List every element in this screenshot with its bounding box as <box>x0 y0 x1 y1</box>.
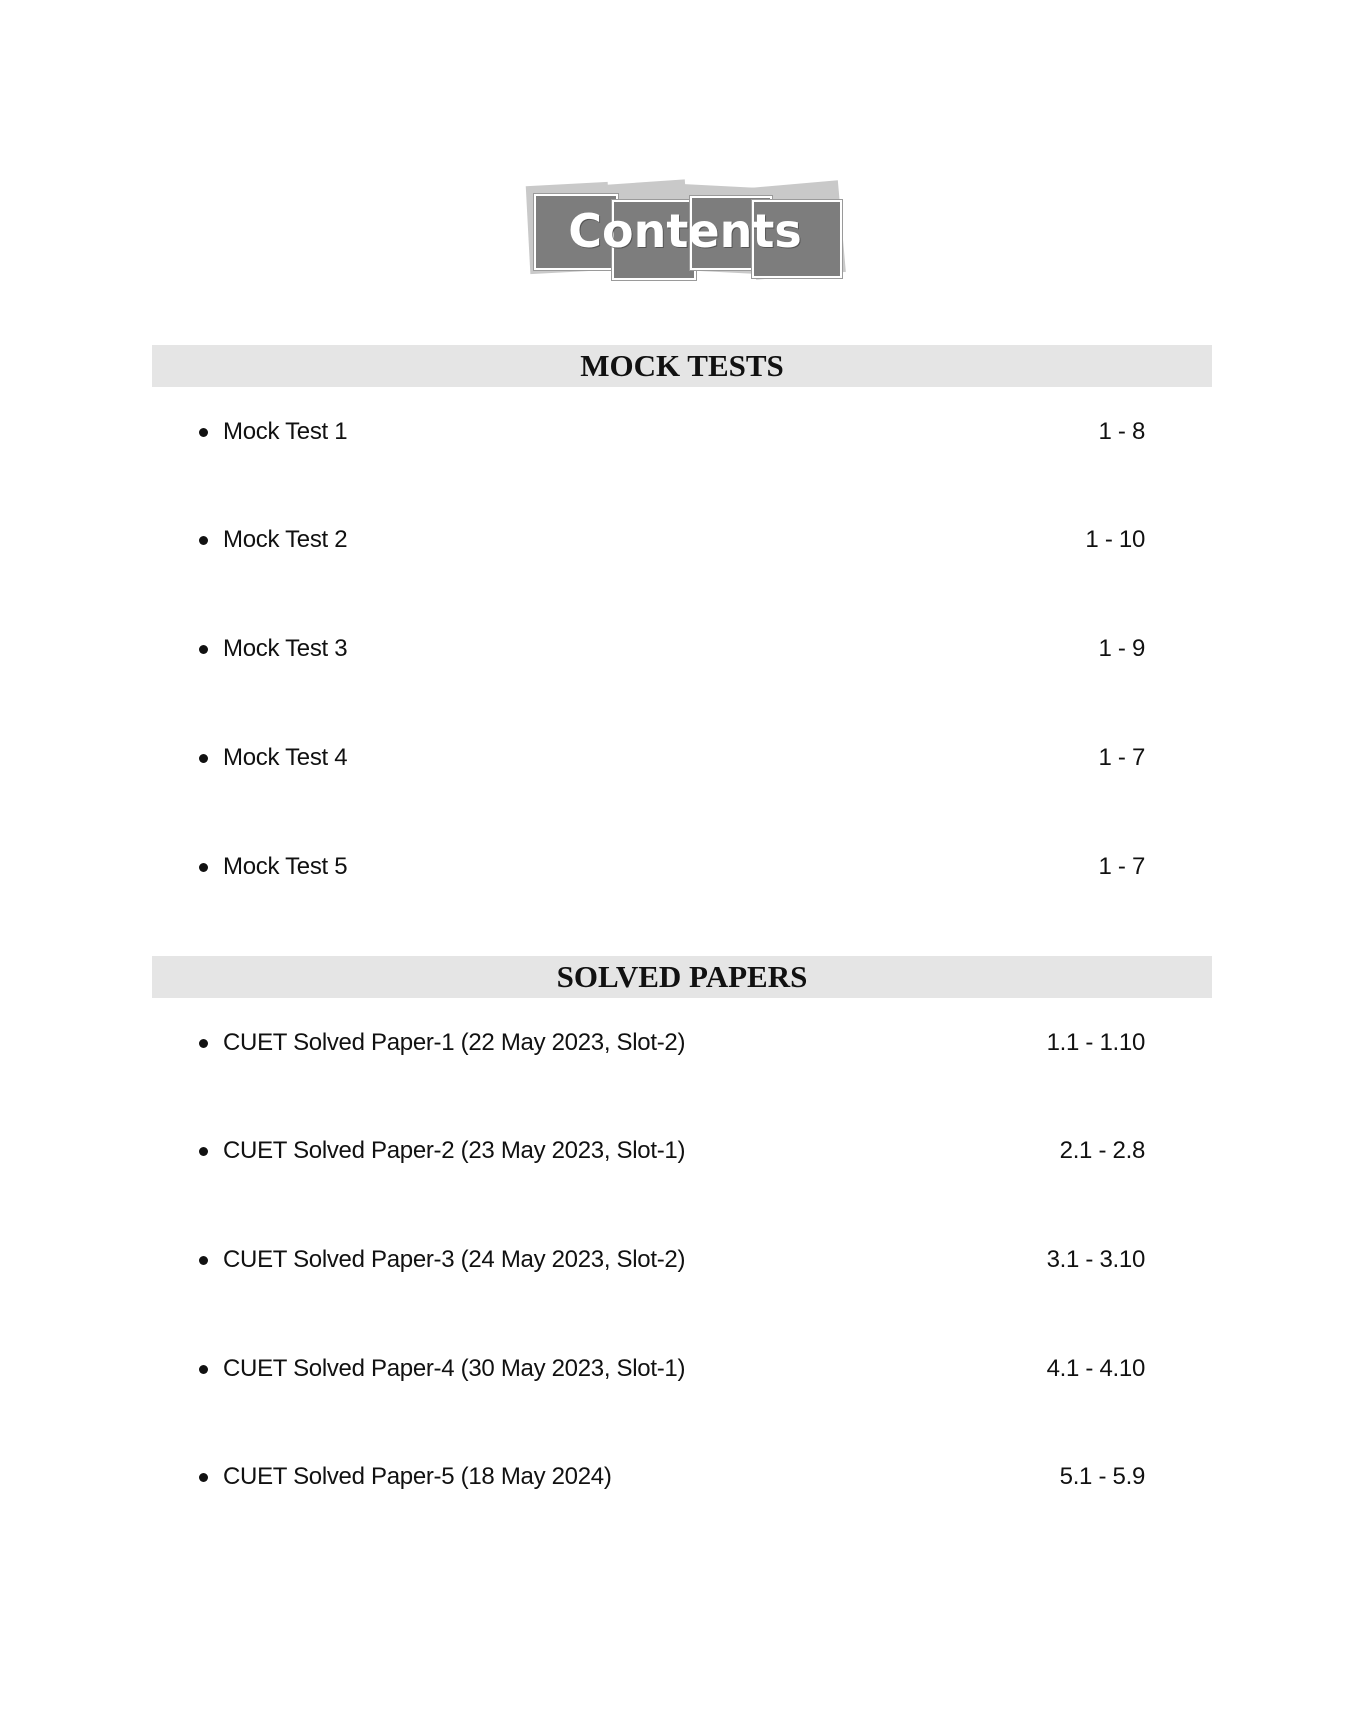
contents-title: Contents <box>568 204 802 258</box>
toc-entry-pages: 5.1 - 5.9 <box>1059 1463 1145 1490</box>
toc-entry-pages: 1 - 7 <box>1098 744 1145 771</box>
toc-entry[interactable] <box>195 1460 1145 1494</box>
toc-entry-label: Mock Test 4 <box>223 744 348 771</box>
bullet-icon <box>199 1473 208 1482</box>
toc-entry[interactable] <box>195 415 1145 449</box>
toc-entry-label: Mock Test 1 <box>223 418 348 445</box>
toc-entry-pages: 1 - 10 <box>1085 526 1145 553</box>
bullet-icon <box>199 863 208 872</box>
bullet-icon <box>199 645 208 654</box>
toc-entry-pages: 1.1 - 1.10 <box>1046 1029 1145 1056</box>
toc-entry[interactable] <box>195 1352 1145 1386</box>
section-header-solved-papers: SOLVED PAPERS <box>152 956 1212 998</box>
bullet-icon <box>199 1365 208 1374</box>
bullet-icon <box>199 536 208 545</box>
toc-entry-label: CUET Solved Paper-3 (24 May 2023, Slot-2) <box>223 1246 686 1273</box>
bullet-icon <box>199 1039 208 1048</box>
toc-entry-pages: 1 - 8 <box>1098 418 1145 445</box>
toc-entry[interactable] <box>195 523 1145 557</box>
bullet-icon <box>199 428 208 437</box>
bullet-icon <box>199 1256 208 1265</box>
bullet-icon <box>199 754 208 763</box>
toc-entry-label: CUET Solved Paper-2 (23 May 2023, Slot-1) <box>223 1137 686 1164</box>
toc-entry-label: CUET Solved Paper-5 (18 May 2024) <box>223 1463 612 1490</box>
toc-entry[interactable] <box>195 741 1145 775</box>
toc-entry-pages: 1 - 7 <box>1098 853 1145 880</box>
toc-entry-label: Mock Test 3 <box>223 635 348 662</box>
toc-entry-pages: 2.1 - 2.8 <box>1059 1137 1145 1164</box>
toc-entry[interactable] <box>195 632 1145 666</box>
toc-entry-label: Mock Test 5 <box>223 853 348 880</box>
toc-entry-pages: 4.1 - 4.10 <box>1046 1355 1145 1382</box>
bullet-icon <box>199 1147 208 1156</box>
toc-entry-pages: 3.1 - 3.10 <box>1046 1246 1145 1273</box>
toc-entry[interactable] <box>195 1243 1145 1277</box>
toc-entry-pages: 1 - 9 <box>1098 635 1145 662</box>
toc-entry-label: Mock Test 2 <box>223 526 348 553</box>
toc-entry-label: CUET Solved Paper-1 (22 May 2023, Slot-2) <box>223 1029 686 1056</box>
section-header-mock-tests: MOCK TESTS <box>152 345 1212 387</box>
toc-entry-label: CUET Solved Paper-4 (30 May 2023, Slot-1) <box>223 1355 686 1382</box>
toc-entry[interactable] <box>195 1134 1145 1168</box>
contents-logo <box>520 180 850 290</box>
toc-entry[interactable] <box>195 850 1145 884</box>
toc-entry[interactable] <box>195 1026 1145 1060</box>
